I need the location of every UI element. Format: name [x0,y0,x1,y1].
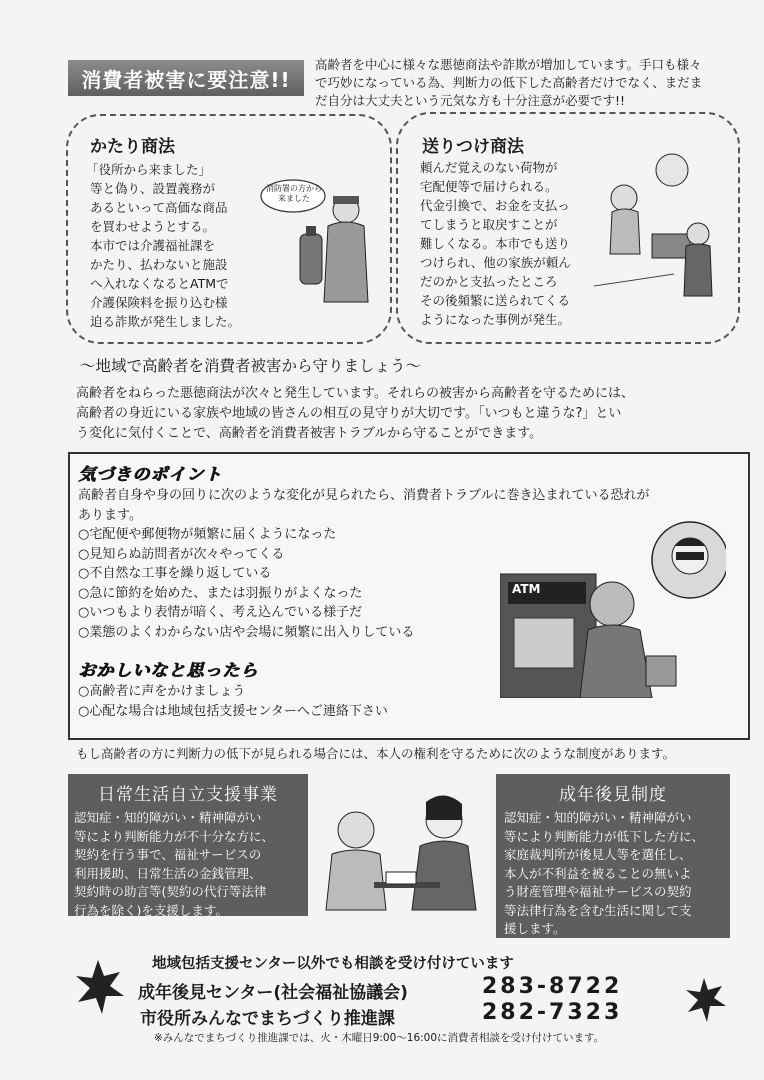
delivery-illustration [594,146,728,316]
panel-line: う財産管理や福祉サービスの契約 [504,884,692,899]
section-line: 高齢者の身近にいる家族や地域の皆さんの相互の見守りが大切です。「いつもと違うな?」とい [76,406,622,421]
katari-title: かたり商法 [90,137,175,157]
panel-line: 利用援助、日常生活の金銭管理、 [74,865,262,881]
panel-line: 行為を除く)を支援します。 [74,902,228,918]
katari-line: 「役所から来ました」 [86,162,212,177]
list-item: ○急に節約を始めた、または羽振りがよくなった [78,585,363,601]
list-item: ○不自然な工事を繰り返している [78,566,272,581]
contact-org-2: 市役所みんなでまちづくり推進課 [140,1009,395,1029]
section-line: 高齢者をねらった悪徳商法が次々と発生しています。それらの被害から高齢者を守るためには、 [76,386,634,401]
points-list [78,525,498,642]
maple-leaf-icon [680,974,728,1030]
section-line: う変化に気付くことで、高齢者を消費者被害トラブルから守ることができます。 [76,426,543,441]
panel-line: 契約を行う事で、福祉サービスの [74,847,262,862]
panel-line: 契約時の助言等(契約の代行等法律 [74,884,267,899]
panel-line: 本人が不利益を被ることの無いよ [504,865,692,881]
okuritsuke-line: 難しくなる。本市でも送り [420,236,571,251]
katari-line: かたり、払わないと施設 [90,257,228,272]
panel-title: 成年後見制度 [559,785,667,805]
atm-scene-image [500,520,726,698]
katari-line: あるといって高価な商品 [90,200,228,215]
panel-line: 家庭裁判所が後見人等を選任し、 [504,847,692,862]
okuritsuke-line: 代金引換で、お金を支払っ [420,198,570,213]
okuritsuke-line: その後頻繁に送られてくる [420,293,571,308]
contact-org-1: 成年後見センター(社会福祉協議会) [138,983,408,1003]
katari-line: 介護保険料を振り込む様 [90,295,228,310]
okuritsuke-line: 宅配便等で届けられる。 [420,179,558,194]
atm-illustration [500,520,726,698]
katari-line: を買わせようとする。 [90,219,216,234]
points-lead-line: あります。 [78,507,142,523]
contact-phone-2: 282-7323 [482,1000,623,1025]
intro-text [315,56,747,110]
intro-line: で巧妙になっている為、判断力の低下した高齢者だけでなく、まだま [315,75,703,90]
okuritsuke-line: つけられ、他の家族が頼ん [420,255,571,270]
panel-line: 等により判断能力が不十分な方に、 [74,828,275,844]
katari-line: 等と偽り、設置義務が [90,181,216,196]
okuritsuke-line: 頼んだ覚えのない荷物が [420,160,558,175]
bubble-text [264,184,324,204]
points-lead-line: 高齢者自身や身の回りに次のような変化が見られたら、消費者トラブルに巻き込まれている恐れが [78,488,650,503]
panel-guardianship [496,774,730,938]
katari-line: 迫る詐欺が発生しました。 [90,314,241,329]
okuritsuke-box [396,112,740,344]
contacts-note: ※みんなでまちづくり推進課では、火・木曜日9:00～16:00に消費者相談を受け付けています。 [154,1032,605,1044]
odd-title: おかしいなと思ったら [78,661,258,681]
consultation-illustration [316,790,486,920]
panel-line: 認知症・知的障がい・精神障がい [74,810,262,825]
katari-line: へ入れなくなるとATMで [90,276,229,291]
atm-label: ATM [512,582,541,596]
katari-line: 本市では介護福祉課を [90,238,216,253]
okuritsuke-line: ようになった事例が発生。 [420,312,571,327]
okuritsuke-line: だのかと支払ったところ [420,274,558,289]
points-title: 気づきのポイント [78,465,222,485]
panel-title: 日常生活自立支援事業 [98,785,278,805]
okuritsuke-line: てしまうと取戻すことが [420,217,558,232]
list-item: ○見知らぬ訪問者が次々やってくる [78,546,285,562]
okuritsuke-text [420,158,616,329]
list-item: ○業態のよくわからない店や会場に頻繁に出入りしている [78,624,415,640]
bubble-line: 来ました [278,194,310,203]
bubble-line: 消防署の方から [266,184,322,193]
katari-text [86,160,270,331]
section-heading: ～地域で高齢者を消費者被害から守りましょう～ [80,357,422,375]
panel-line: 認知症・知的障がい・精神障がい [504,810,692,825]
odd-list [78,682,498,721]
okuritsuke-title: 送りつけ商法 [422,137,524,157]
list-item: ○いつもより表情が暗く、考え込んでいる様子だ [78,605,363,620]
maple-leaf-icon [68,956,128,1026]
systems-intro: もし高齢者の方に判断力の低下が見られる場合には、本人の権利を守るために次のような制度があります。 [76,746,676,761]
contact-phone-1: 283-8722 [482,974,623,999]
list-item: ○宅配便や郵便物が頻繁に届くようになった [78,527,337,542]
panel-text [504,809,730,939]
list-item: ○高齢者に声をかけましょう [78,684,246,699]
contacts-lead: 地域包括支援センター以外でも相談を受け付けています [152,956,514,972]
intro-line: 高齢者を中心に様々な悪徳商法や詐欺が増加しています。手口も様々 [315,57,702,72]
panel-line: 等により判断能力が低下した方に、 [504,828,705,844]
page-title: 消費者被害に要注意!! [68,60,304,96]
panel-line: 等法律行為を含む生活に関して支 [504,902,692,918]
list-item: ○心配な場合は地域包括支援センターへご連絡下さい [78,703,388,719]
katari-box [66,114,392,344]
points-box [68,452,750,740]
intro-line: だ自分は大丈夫という元気な方も十分注意が必要です!! [315,93,626,108]
panel-daily-life [68,774,308,916]
section-paragraph [76,384,744,444]
panel-line: 援します。 [504,921,566,936]
panel-text [74,809,308,920]
